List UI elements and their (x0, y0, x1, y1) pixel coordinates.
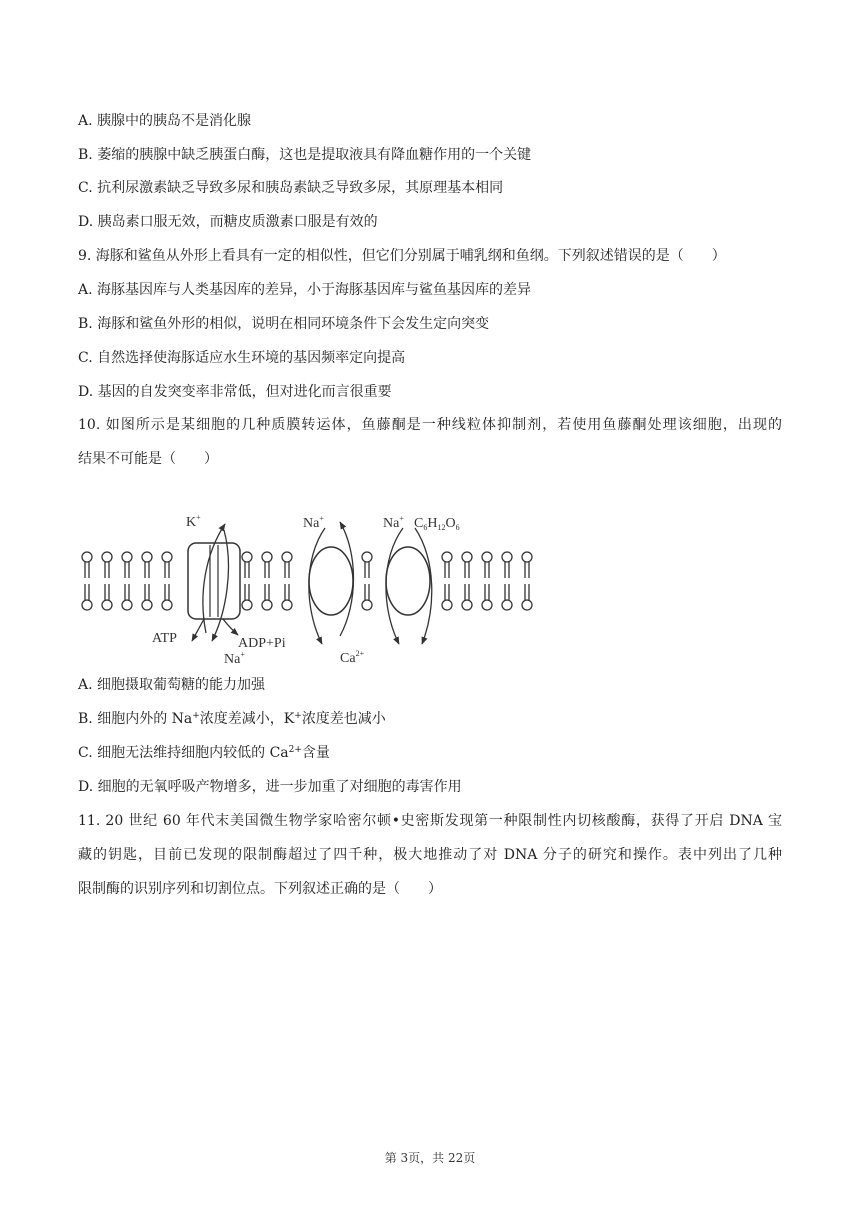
phospholipid-head (102, 552, 112, 562)
q8-option-d: D. 胰岛素口服无效，而糖皮质激素口服是有效的 (78, 214, 378, 230)
phospholipid-head (242, 552, 252, 562)
phospholipid-head (522, 552, 532, 562)
q9-option-c: C. 自然选择使海豚适应水生环境的基因频率定向提高 (78, 350, 406, 366)
q10-option-d: D. 细胞的无氧呼吸产物增多，进一步加重了对细胞的毒害作用 (78, 779, 462, 795)
q11-stem-line3: 限制酶的识别序列和切割位点。下列叙述正确的是（ ） (78, 881, 442, 897)
sodium-bottom-label: Na+ (224, 650, 245, 667)
q9-option-b: B. 海豚和鲨鱼外形的相似，说明在相同环境条件下会发生定向突变 (78, 316, 490, 332)
sodium-glucose-cotransporter (386, 547, 430, 615)
q10-stem-line2: 结果不可能是（ ） (78, 451, 218, 467)
q10-option-c: C. 细胞无法维持细胞内较低的 $Ca^{2+}$含量 (78, 745, 330, 761)
phospholipid-head (262, 552, 272, 562)
phospholipid-head (82, 600, 92, 610)
q11-stem-line1: 11. 20 世纪 60 年代末美国微生物学家哈密尔顿•史密斯发现第一种限制性内切核酸酶，获得了开启 DNA 宝 (78, 813, 782, 829)
page-footer: 第 3页，共 22页 (384, 1151, 476, 1165)
adp-pi-label: ADP+Pi (238, 636, 286, 651)
adp-arrow (223, 619, 238, 635)
phospholipid-head (362, 600, 372, 610)
phospholipid-head (162, 600, 172, 610)
phospholipid-head (82, 552, 92, 562)
phospholipid-head (442, 552, 452, 562)
q8-option-b: B. 萎缩的胰腺中缺乏胰蛋白酶，这也是提取液具有降血糖作用的一个关键 (78, 147, 532, 163)
q11-stem-line2: 藏的钥匙，目前已发现的限制酶超过了四千种，极大地推动了对 DNA 分子的研究和操作。表中列出了几种 (78, 847, 782, 863)
q9-option-a: A. 海豚基因库与人类基因库的差异，小于海豚基因库与鲨鱼基因库的差异 (78, 282, 532, 298)
q10-option-a: A. 细胞摄取葡萄糖的能力加强 (78, 677, 266, 693)
phospholipid-head (502, 600, 512, 610)
q10-option-b: B. 细胞内外的 Na+浓度差减小，K+浓度差也减小 (78, 711, 386, 727)
phospholipid-head (482, 600, 492, 610)
phospholipid-head (282, 552, 292, 562)
phospholipid-head (462, 552, 472, 562)
potassium-label: K+ (186, 513, 201, 530)
phospholipid-head (462, 600, 472, 610)
phospholipid-head (442, 600, 452, 610)
phospholipid-head (102, 600, 112, 610)
sodium-calcium-exchanger (309, 547, 353, 615)
glucose-label: $C_6H_{12}O_6$ (414, 516, 460, 532)
phospholipid-head (362, 552, 372, 562)
atp-arrow (192, 619, 204, 641)
membrane-transporter-diagram (78, 508, 548, 668)
q8-option-a: A. 胰腺中的胰岛不是消化腺 (78, 113, 252, 129)
sodium-potassium-pump (188, 543, 240, 619)
phospholipid-head (262, 600, 272, 610)
phospholipid-head (142, 552, 152, 562)
phospholipid-head (242, 600, 252, 610)
sodium-middle-label: Na+ (303, 514, 324, 531)
q9-option-d: D. 基因的自发突变率非常低，但对进化而言很重要 (78, 384, 392, 400)
atp-label: ATP (152, 631, 177, 646)
phospholipid-head (502, 552, 512, 562)
phospholipid-head (142, 600, 152, 610)
phospholipid-head (282, 600, 292, 610)
q10-stem-line1: 10. 如图所示是某细胞的几种质膜转运体，鱼藤酮是一种线粒体抑制剂，若使用鱼藤酮处理该细胞，出现的 (78, 417, 782, 433)
phospholipid-head (482, 552, 492, 562)
phospholipid-head (122, 552, 132, 562)
phospholipid-bilayer (82, 552, 532, 610)
sodium-right-label: Na+ (383, 514, 404, 531)
calcium-label: $Ca^{2+}$ (340, 649, 365, 666)
phospholipid-head (162, 552, 172, 562)
phospholipid-head (522, 600, 532, 610)
phospholipid-head (122, 600, 132, 610)
q9-stem: 9. 海豚和鲨鱼从外形上看具有一定的相似性，但它们分别属于哺乳纲和鱼纲。下列叙述错误的是（ ） (78, 248, 726, 264)
q8-option-c: C. 抗利尿激素缺乏导致多尿和胰岛素缺乏导致多尿，其原理基本相同 (78, 180, 504, 196)
